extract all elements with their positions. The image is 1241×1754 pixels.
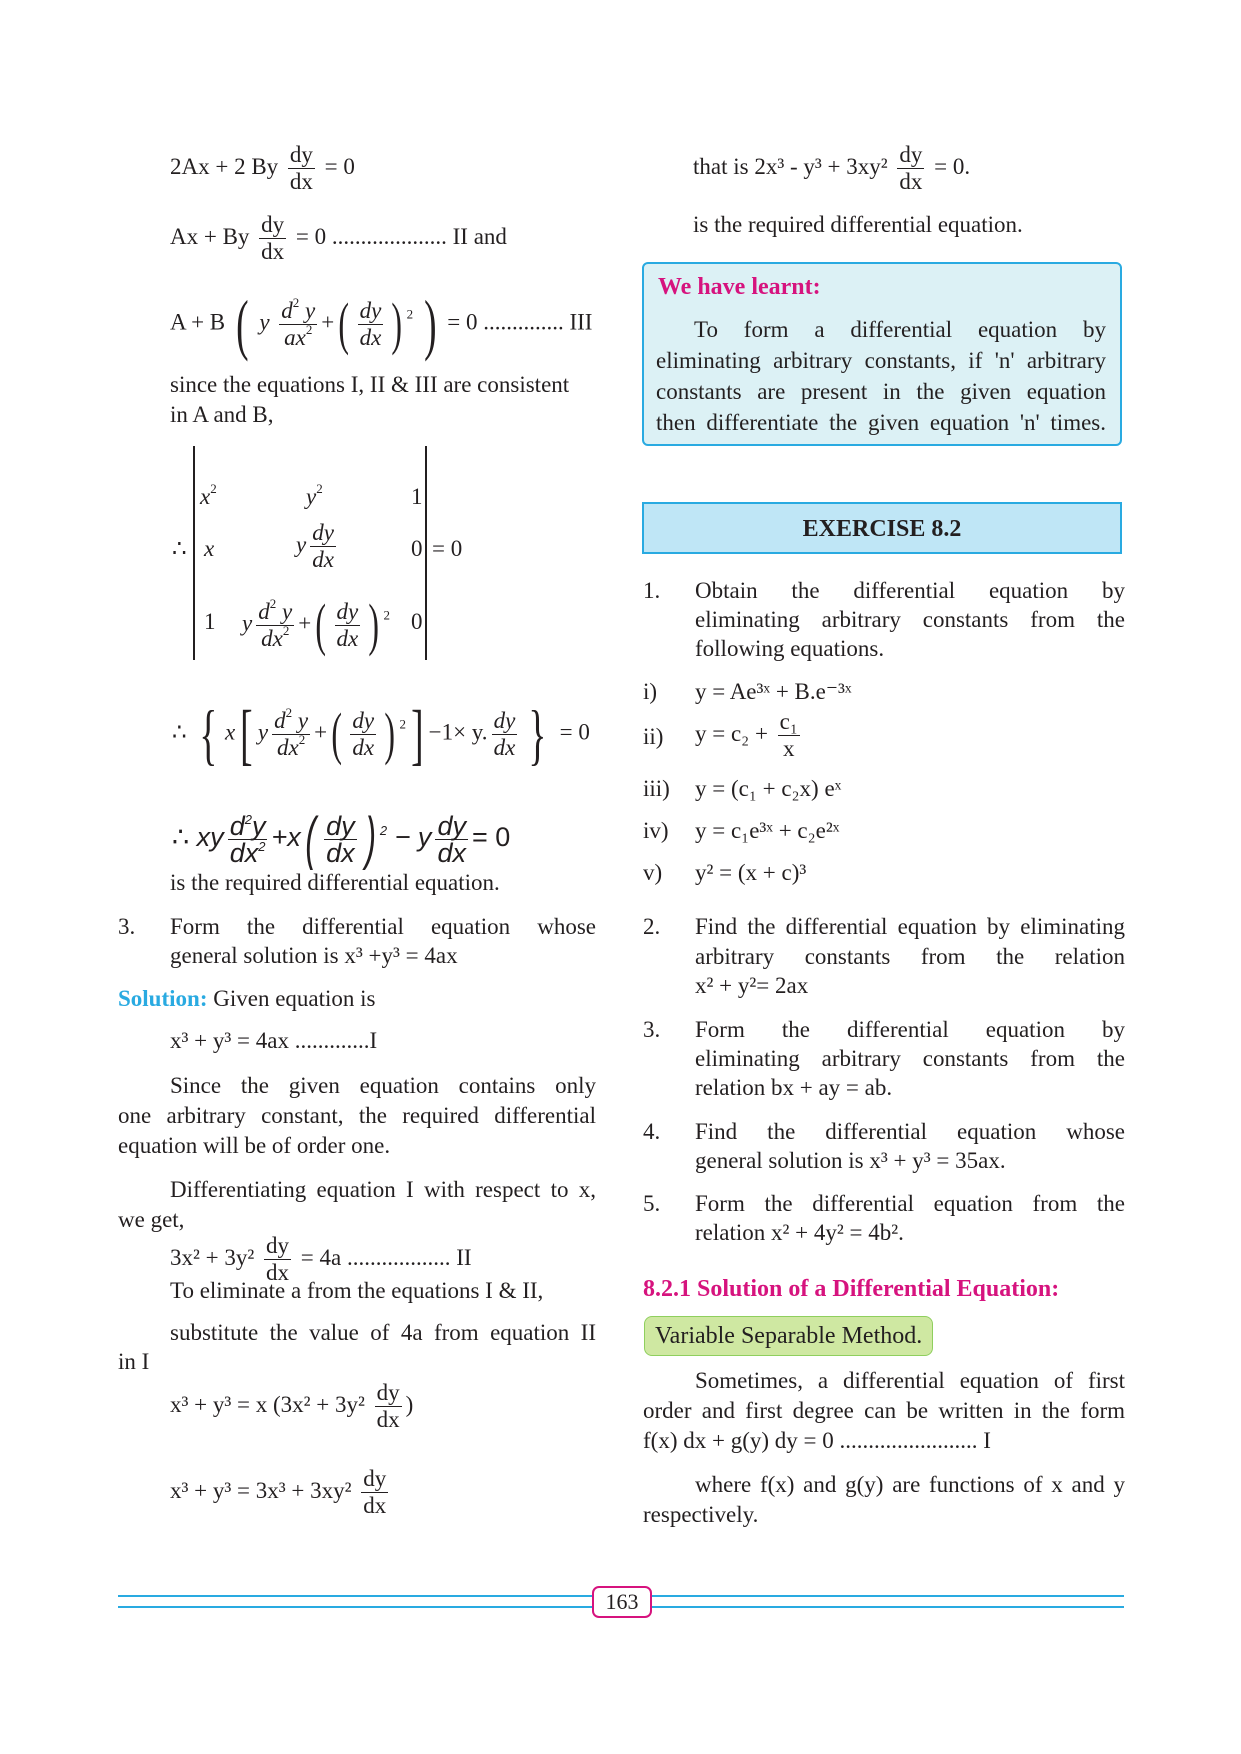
paragraph-since-3: equation will be of order one. [118, 1133, 391, 1158]
paragraph-consistent-2: in A and B, [170, 402, 274, 427]
method-tag: Variable Separable Method. [644, 1316, 933, 1356]
exercise-q3-number: 3. [643, 1017, 661, 1042]
eq-text: ) [405, 1391, 414, 1417]
eq-text: 2Ax + 2 By [170, 153, 279, 179]
eq-text: = 4a .................. II [300, 1244, 472, 1270]
solution-line [118, 984, 375, 1014]
paragraph-where-1: where f(x) and g(y) are functions of x and y [695, 1472, 1125, 1497]
det-cell: y [296, 531, 307, 557]
eq-text: that is 2x³ - y³ + 3xy² [693, 153, 888, 179]
paragraph-sometimes-3: f(x) dx + g(y) dy = 0 ........................ I [643, 1428, 991, 1453]
paragraph-substitute-2: in I [118, 1349, 150, 1374]
learnt-line: eliminating arbitrary constants, if 'n' arbitrary [656, 348, 1106, 373]
det-cell: 0 [411, 536, 423, 561]
exercise-title: EXERCISE 8.2 [802, 516, 962, 542]
q1-item-label: i) [643, 679, 658, 704]
det-cell: 1 [204, 609, 216, 634]
fraction: $\frac{dy}{dx}$ [359, 297, 382, 350]
exercise-q5-line2: relation x² + 4y² = 4b². [695, 1220, 904, 1245]
paragraph-sometimes-2: order and first degree can be written in the form [643, 1398, 1125, 1423]
question-3-number: 3. [118, 914, 136, 939]
exercise-banner [642, 502, 1122, 554]
eq-text: x³ + y³ = x (3x² + 3y² [170, 1391, 365, 1417]
learnt-title: We have learnt: [658, 274, 821, 300]
we-have-learnt-box [642, 262, 1122, 446]
eq-text: −1× y. [428, 719, 488, 745]
solution-text: Given equation is [207, 986, 376, 1011]
paragraph-diff-2: we get, [118, 1207, 185, 1232]
question-3-line1: Form the differential equation whose [170, 914, 596, 939]
learnt-line: To form a differential equation by [694, 317, 1106, 342]
exercise-q5-number: 5. [643, 1191, 661, 1216]
q1-item-label: ii) [643, 724, 664, 749]
learnt-line: constants are present in the given equation [656, 379, 1106, 404]
exercise-q2-line3: x² + y²= 2ax [695, 973, 809, 998]
eq-text: y = c₂ + [695, 720, 768, 746]
q1-item-label: iv) [643, 818, 669, 843]
fraction: $\frac{d^2 y}{ax^2}$ [281, 294, 316, 350]
learnt-line: then differentiate the given equation 'n' times. [656, 410, 1106, 435]
exercise-q5-line1: Form the differential equation from the [695, 1191, 1125, 1216]
expanded-determinant: ∴ { x[ y $\frac{d^2 y}{dx^2}$ +( $\frac{dy}{dx}$ ) $^2$] −1× y. $\frac{dy}{dx}$ } = 0 [172, 696, 590, 772]
det-therefore: ∴ [172, 536, 187, 561]
eq-text: ∴ xy [172, 822, 224, 853]
exercise-q4-number: 4. [643, 1119, 661, 1144]
eq-var: x [225, 719, 236, 745]
exercise-q3-line3: relation bx + ay = ab. [695, 1075, 893, 1100]
paragraph-since-2: one arbitrary constant, the required differential [118, 1103, 596, 1128]
fraction: $\frac{dy}{dx}$ [261, 212, 285, 264]
fraction: $\frac{dy}{dx}$ [899, 142, 923, 194]
fraction: $\frac{\text{c₁}}{x}$ [779, 709, 798, 761]
question-3-line2: general solution is x³ +y³ = 4ax [170, 943, 458, 968]
det-left-bar [193, 446, 195, 660]
eq-text: A + B [170, 309, 226, 335]
eq-text: = 0 [559, 719, 590, 745]
q1-item-text: y = Ae³ˣ + B.e⁻³ˣ [695, 679, 852, 704]
eq-var: y [259, 309, 270, 335]
paragraph-where-2: respectively. [643, 1502, 759, 1527]
exercise-q1-line3: following equations. [695, 636, 885, 661]
eq-text: = 0 .................... II and [295, 223, 507, 249]
equation-II [170, 212, 507, 265]
det-cell: 1 [411, 484, 423, 509]
equation-III: A + B ( y $\frac{d^2 y}{ax^2}$ +( $\frac{dy}{dx}$ ) $^2$ ) = 0 .............. III [170, 286, 593, 362]
determinant: ∴ $x^2$ $y^2$ 1 x y $\frac{dy}{dx}$ 0 = 0 1 y $\frac{d^2 y}{dx^2}$ +( $\frac{dy}{dx}$ ) $^2$ 0 [168, 446, 468, 660]
exercise-q2-line1: Find the differential equation by eliminating [695, 914, 1125, 939]
solution-label: Solution: [118, 986, 208, 1011]
exercise-q1-line1: Obtain the differential equation by [695, 578, 1125, 603]
paragraph-required-right: is the required differential equation. [693, 212, 1023, 237]
det-eq: = 0 [432, 536, 463, 561]
eq-text: = 0 .............. III [447, 309, 593, 335]
q1-item-text: y² = (x + c)³ [695, 860, 807, 885]
q1-item-label: iii) [643, 776, 670, 801]
q1-item-text: y = c₁e³ˣ + c₂e²ˣ [695, 818, 840, 843]
paragraph-since-1: Since the given equation contains only [170, 1073, 596, 1098]
fraction: $\frac{dy}{dx}$ [289, 142, 313, 194]
learnt-body [656, 314, 1106, 438]
det-right-bar [425, 446, 427, 660]
equation-substituted [170, 1380, 413, 1433]
eq-text: = 0. [934, 153, 971, 179]
fraction: $\frac{dy}{dx}$ [363, 1466, 387, 1518]
equation-simplified [170, 1466, 392, 1519]
eq-text: ∴ [172, 719, 187, 745]
det-cell: y $\frac{d^2 y}{dx^2}$ +( $\frac{dy}{dx}$ ) $^2$ [242, 592, 391, 657]
eq-text: Ax + By [170, 223, 250, 249]
equation-I: x³ + y³ = 4ax .............I [170, 1028, 378, 1053]
det-cell: x [200, 484, 211, 509]
q1-item-text [695, 709, 804, 762]
det-cell: 0 [411, 609, 423, 634]
paragraph-sometimes-1: Sometimes, a differential equation of first [695, 1368, 1125, 1393]
exercise-q4-line2: general solution is x³ + y³ = 35ax. [695, 1148, 1006, 1173]
det-cell: x [204, 536, 215, 561]
exercise-q3-line1: Form the differential equation by [695, 1017, 1125, 1042]
page-number: 163 [592, 1586, 652, 1618]
paragraph-required: is the required differential equation. [170, 870, 500, 895]
result-equation: ∴ xy $\frac{d^2y}{dx^2}$ +x( $\frac{dy}{dx}$ ) $^2$ − y $\frac{dy}{dx}$ = 0 [172, 806, 511, 871]
exercise-q3-line2: eliminating arbitrary constants from the [695, 1046, 1125, 1071]
eq-text: 3x² + 3y² [170, 1244, 255, 1270]
paren: ( [236, 286, 249, 362]
eq-text: = 0 [324, 153, 355, 179]
exercise-q1-line2: eliminating arbitrary constants from the [695, 607, 1125, 632]
exercise-q2-line2: arbitrary constants from the relation [695, 944, 1125, 969]
paragraph-eliminate: To eliminate a from the equations I & II, [170, 1278, 544, 1303]
exercise-q2-number: 2. [643, 914, 661, 939]
det-cell: y [306, 484, 317, 509]
q1-item-label: v) [643, 860, 663, 885]
eq-text: x³ + y³ = 3x³ + 3xy² [170, 1477, 352, 1503]
paragraph-consistent-1: since the equations I, II & III are consistent [170, 372, 570, 397]
equation-2ax-2by [170, 142, 355, 195]
paragraph-diff-1: Differentiating equation I with respect to x, [170, 1177, 596, 1202]
fraction: $\frac{dy}{dx}$ [376, 1380, 400, 1432]
equation-final [693, 142, 970, 195]
exercise-q4-line1: Find the differential equation whose [695, 1119, 1125, 1144]
fraction: $\frac{dy}{dx}$ [266, 1233, 290, 1285]
q1-item-text: y = (c₁ + c₂x) eˣ [695, 776, 842, 801]
paragraph-substitute-1: substitute the value of 4a from equation II [170, 1320, 596, 1345]
section-heading: 8.2.1 Solution of a Differential Equation: [643, 1276, 1060, 1302]
exercise-q1-number: 1. [643, 578, 661, 603]
